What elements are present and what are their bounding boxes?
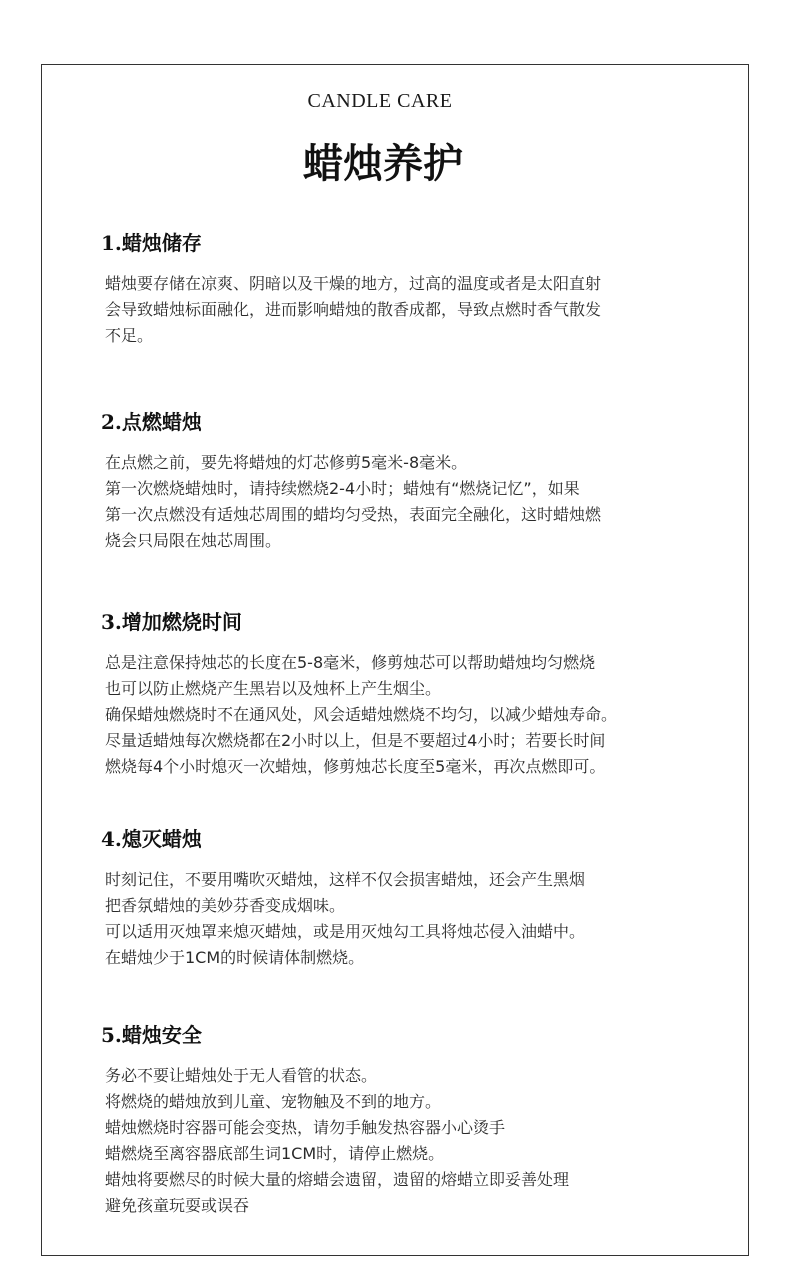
page-subtitle: CANDLE CARE — [307, 90, 453, 112]
section-candle-storage — [101, 229, 721, 349]
body-line: 燃烧每4个小时熄灭一次蜡烛，修剪烛芯长度至5毫米，再次点燃即可。 — [105, 757, 606, 776]
section-heading: 1.蜡烛储存 — [101, 231, 202, 255]
body-line: 不足。 — [105, 326, 154, 345]
section-body — [101, 450, 721, 554]
body-line: 务必不要让蜡烛处于无人看管的状态。 — [105, 1066, 378, 1085]
body-line: 把香氛蜡烛的美妙芬香变成烟味。 — [105, 896, 346, 915]
body-line: 确保蜡烛燃烧时不在通风处，风会适蜡烛燃烧不均匀，以减少蜡烛寿命。 — [105, 705, 618, 724]
section-heading: 5.蜡烛安全 — [101, 1023, 202, 1047]
body-line: 时刻记住，不要用嘴吹灭蜡烛，这样不仅会损害蜡烛，还会产生黑烟 — [105, 870, 586, 889]
body-line: 第一次燃烧蜡烛时，请持续燃烧2-4小时；蜡烛有“燃烧记忆”，如果 — [105, 479, 580, 498]
body-line: 避免孩童玩耍或误吞 — [105, 1196, 250, 1215]
section-heading: 2.点燃蜡烛 — [101, 410, 202, 434]
body-line: 可以适用灭烛罩来熄灭蜡烛，或是用灭烛勾工具将烛芯侵入油蜡中。 — [105, 922, 586, 941]
body-line: 蜡烛燃烧时容器可能会变热，请勿手触发热容器小心烫手 — [105, 1118, 506, 1137]
section-body — [101, 271, 721, 349]
section-body — [101, 867, 721, 971]
body-line: 也可以防止燃烧产生黑岩以及烛杯上产生烟尘。 — [105, 679, 442, 698]
page-title: 蜡烛养护 — [303, 140, 463, 187]
section-burn-time — [101, 608, 721, 780]
body-line: 将燃烧的蜡烛放到儿童、宠物触及不到的地方。 — [105, 1092, 442, 1111]
body-line: 尽量适蜡烛每次燃烧都在2小时以上，但是不要超过4小时；若要长时间 — [105, 731, 606, 750]
body-line: 蜡烛要存储在凉爽、阴暗以及干燥的地方，过高的温度或者是太阳直射 — [105, 274, 602, 293]
section-candle-safety — [101, 1021, 721, 1219]
section-lighting-candle — [101, 408, 721, 554]
section-body — [101, 650, 721, 780]
body-line: 在点燃之前，要先将蜡烛的灯芯修剪5毫米-8毫米。 — [105, 453, 468, 472]
body-line: 会导致蜡烛标面融化，进而影响蜡烛的散香成都，导致点燃时香气散发 — [105, 300, 602, 319]
section-body — [101, 1063, 721, 1219]
body-line: 第一次点燃没有适烛芯周围的蜡均匀受热，表面完全融化，这时蜡烛燃 — [105, 505, 602, 524]
body-line: 烧会只局限在烛芯周围。 — [105, 531, 282, 550]
body-line: 总是注意保持烛芯的长度在5-8毫米，修剪烛芯可以帮助蜡烛均匀燃烧 — [105, 653, 596, 672]
body-line: 蜡烛将要燃尽的时候大量的熔蜡会遗留，遗留的熔蜡立即妥善处理 — [105, 1170, 570, 1189]
section-extinguish — [101, 825, 721, 971]
section-heading: 3.增加燃烧时间 — [101, 610, 242, 634]
body-line: 在蜡烛少于1CM的时候请体制燃烧。 — [105, 948, 365, 967]
section-heading: 4.熄灭蜡烛 — [101, 827, 202, 851]
body-line: 蜡燃烧至离容器底部生词1CM时，请停止燃烧。 — [105, 1144, 445, 1163]
